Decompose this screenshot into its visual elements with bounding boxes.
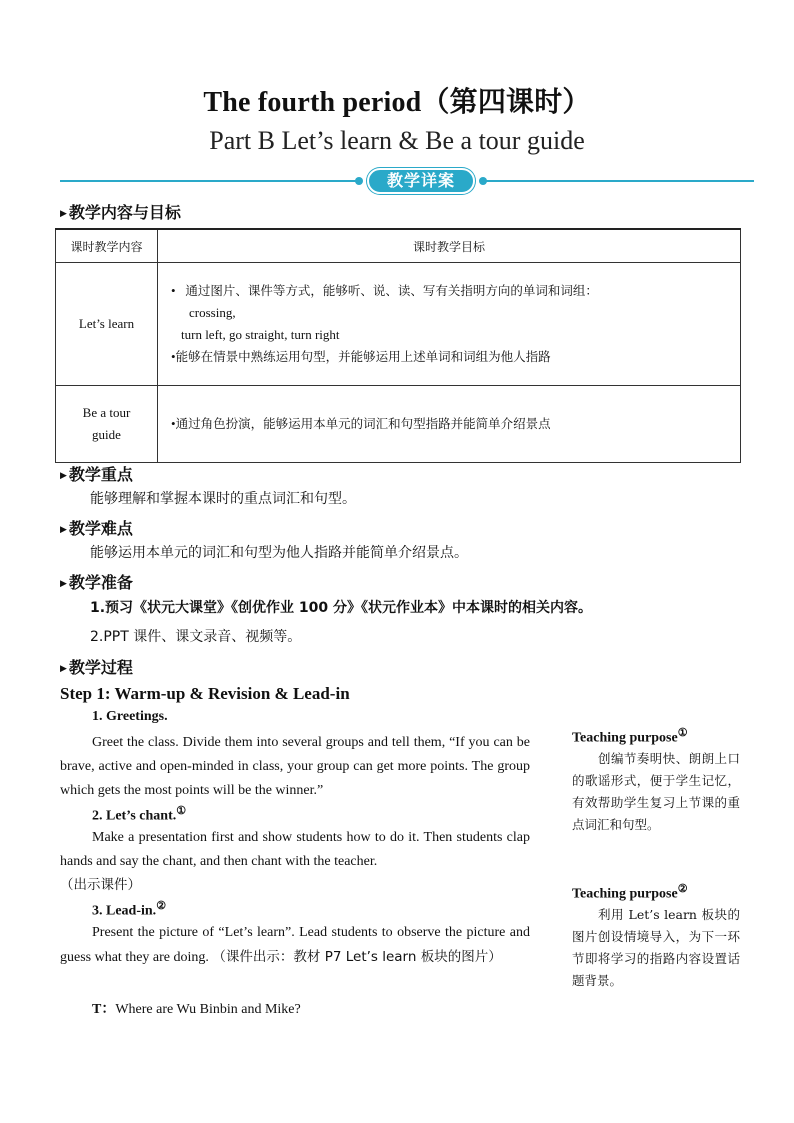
bullet-icon: • [171,283,176,298]
header-goal-cell: 课时教学目标 [158,229,741,263]
row2-content-line2: guide [92,427,121,442]
footnote-marker: ② [156,900,167,912]
row2-content-cell [56,386,158,463]
page-subtitle: Part B Let’s learn & Be a tour guide [209,126,585,155]
purpose-1-text: 创编节奏明快、朗朗上口的歌谣形式，便于学生记忆，有效帮助学生复习上节课的重点词汇和句型。 [572,751,740,832]
banner-line-left [60,180,357,182]
list-item [171,280,727,302]
banner-line-right [485,180,754,182]
focus-heading [60,462,133,485]
difficulty-heading-text: 教学难点 [68,519,133,538]
purpose-2-heading [572,882,688,903]
chant-note: （出示课件） [60,877,141,893]
focus-text: 能够理解和掌握本课时的重点词汇和句型。 [90,491,356,507]
preparation-heading-text: 教学准备 [68,573,133,592]
bullet-icon: • [171,416,176,431]
table-row [56,386,741,463]
preparation-item-2: 2.PPT 课件、课文录音、视频等。 [90,629,302,645]
chant-body: Make a presentation first and show students how to do it. Then students clap hands and say the chant, and then chant with the teacher. [60,830,530,869]
triangle-bullet-icon: ▶ [60,471,67,481]
greetings-heading: 1. Greetings. [92,709,168,724]
greetings-text: Greet the class. Divide them into several groups and tell them, “If you can be brave, active and open-minded in class, your group can get more points. The group which gets the most points will be the winner.” [60,735,530,798]
purpose-1-heading [572,726,688,747]
list-item [171,346,727,368]
chant-text [60,826,530,874]
leadin-body: Present the picture of “Let’s learn”. Lead students to observe the picture and guess what they are doing. [60,925,530,965]
teacher-line [92,998,301,1018]
chant-heading [92,804,186,825]
difficulty-text: 能够运用本单元的词汇和句型为他人指路并能简单介绍景点。 [90,545,468,561]
table-row [56,263,741,386]
preparation-heading [60,570,133,593]
page-title: The fourth period（第四课时） [203,87,591,118]
triangle-bullet-icon: ▶ [60,664,67,674]
goals-heading [60,200,181,223]
goal-text: 通过图片、课件等方式，能够听、说、读、写有关指明方向的单词和词组： [185,283,598,298]
header-content-cell: 课时教学内容 [56,229,158,263]
purpose-2-title: Teaching purpose [572,886,678,902]
row1-goal-cell [158,263,741,386]
leadin-text [60,921,530,970]
leadin-note: （课件出示：教材 P7 Let’s learn 板块的图片） [212,949,502,965]
triangle-bullet-icon: ▶ [60,525,67,535]
row2-content-line1: Be a tour [82,405,131,420]
goals-heading-text: 教学内容与目标 [68,203,181,222]
bullet-icon: • [171,349,176,364]
banner-dot-right [479,177,487,185]
row1-content-cell: Let’s learn [56,263,158,386]
footnote-marker: ① [176,805,187,817]
step-1-heading: Step 1: Warm-up & Revision & Lead-in [60,684,350,703]
goal-text: 能够在情景中熟练运用句型，并能够运用上述单词和词组为他人指路 [175,349,551,364]
goal-text-line2: crossing, [189,305,236,320]
teacher-label: T： [92,1002,116,1017]
triangle-bullet-icon: ▶ [60,579,67,589]
leadin-heading [92,899,166,920]
purpose-1-title: Teaching purpose [572,730,678,746]
goal-text: 通过角色扮演，能够运用本单元的词汇和句型指路并能简单介绍景点 [175,416,551,431]
table-header-row [56,229,741,263]
row2-goal-cell [158,386,741,463]
difficulty-heading [60,516,133,539]
leadin-heading-text: 3. Lead-in. [92,903,157,919]
teacher-question: Where are Wu Binbin and Mike? [115,1002,301,1017]
focus-heading-text: 教学重点 [68,465,133,484]
triangle-bullet-icon: ▶ [60,209,67,219]
footnote-marker: ① [677,727,688,739]
section-banner [355,168,487,194]
goal-text-line3: turn left, go straight, turn right [181,327,340,342]
process-heading [60,655,133,678]
chant-heading-text: 2. Let’s chant. [92,808,177,824]
banner-label: 教学详案 [367,168,475,194]
list-item [171,413,727,435]
purpose-2-text: 利用 Let’s learn 板块的图片创设情境导入，为下一环节即将学习的指路内容设置话题背景。 [572,907,740,988]
banner-dot-left [355,177,363,185]
process-heading-text: 教学过程 [68,658,133,677]
goals-table [55,228,741,463]
footnote-marker: ② [677,883,688,895]
preparation-item-1: 1.预习《状元大课堂》《创优作业 100 分》《状元作业本》中本课时的相关内容。 [90,600,593,616]
